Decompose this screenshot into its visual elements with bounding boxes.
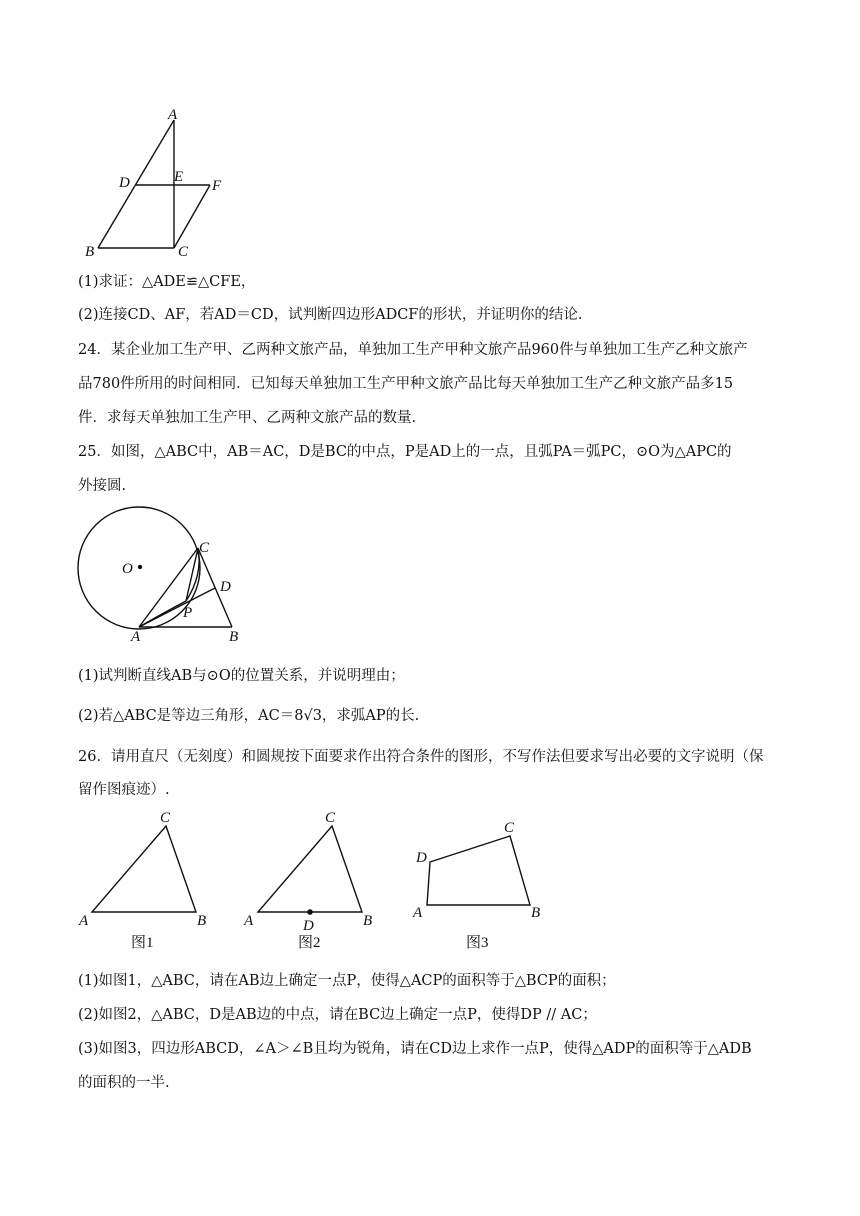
q26-line1: 26．请用直尺（无刻度）和圆规按下面要求作出符合条件的图形，不写作法但要求写出必要的文字说明（保 (78, 749, 764, 765)
fig3-label-A: A (413, 905, 423, 921)
q25-part1: (1)试判断直线AB与⊙O的位置关系，并说明理由； (78, 668, 405, 684)
figure1-triangle-ABC (92, 826, 196, 912)
figure-q25 (76, 505, 256, 650)
q26-part1: (1)如图1，△ABC，请在AB边上确定一点P，使得△ACP的面积等于△BCP的面积； (78, 973, 616, 989)
q25-line2: 外接圆. (78, 478, 127, 494)
label-A: A (131, 629, 141, 645)
label-F: F (212, 178, 222, 194)
center-point-O (138, 565, 142, 569)
label-O: O (122, 561, 133, 577)
fig3-label-B: B (531, 905, 541, 921)
figures-q26 (72, 805, 572, 957)
q26-part3-line2: 的面积的一半. (78, 1075, 170, 1091)
fig1-caption: 图1 (131, 935, 154, 951)
fig2-label-D: D (303, 918, 314, 934)
segment-AB (98, 120, 174, 248)
label-B: B (229, 629, 239, 645)
q25-part2: (2)若△ABC是等边三角形，AC＝8√3，求弧AP的长. (78, 708, 420, 724)
fig3-label-C: C (504, 820, 515, 836)
q24-line2: 品780件所用的时间相同．已知每天单独加工生产甲种文旅产品比每天单独加工生产乙种文旅产品多15 (78, 376, 734, 392)
q23-part2: (2)连接CD、AF，若AD＝CD，试判断四边形ADCF的形状，并证明你的结论. (78, 307, 583, 323)
fig2-label-A: A (244, 913, 254, 929)
label-B: B (85, 244, 95, 260)
label-P: P (183, 605, 193, 621)
q26-line2: 留作图痕迹）. (78, 782, 170, 798)
fig1-label-A: A (79, 913, 89, 929)
q26-part3-line1: (3)如图3，四边形ABCD，∠A＞∠B且均为锐角，请在CD边上求作一点P，使得△ADP的面积等于△ADB (78, 1041, 752, 1057)
figure2-triangle-ABC (258, 826, 362, 912)
fig2-caption: 图2 (298, 935, 321, 951)
label-C: C (178, 244, 189, 260)
figure3-quadrilateral-ABCD (427, 836, 530, 905)
fig1-label-C: C (160, 810, 171, 826)
label-D: D (220, 579, 231, 595)
label-C: C (199, 540, 210, 556)
segment-FC (174, 185, 210, 248)
q24-line1: 24．某企业加工生产甲、乙两种文旅产品，单独加工生产甲种文旅产品960件与单独加工生产乙种文旅产 (78, 342, 748, 358)
fig2-label-C: C (325, 810, 336, 826)
label-D: D (119, 175, 130, 191)
figure2-point-D (307, 909, 313, 915)
figure-q23 (80, 105, 240, 263)
fig3-caption: 图3 (466, 935, 489, 951)
fig1-label-B: B (197, 913, 207, 929)
label-E: E (174, 169, 184, 185)
label-A: A (168, 107, 178, 123)
q26-part2: (2)如图2，△ABC，D是AB边的中点，请在BC边上确定一点P，使得DP // AC； (78, 1007, 597, 1023)
fig2-label-B: B (363, 913, 373, 929)
q23-part1: (1)求证：△ADE≌△CFE， (78, 274, 256, 290)
fig3-label-D: D (416, 850, 427, 866)
q24-line3: 件．求每天单独加工生产甲、乙两种文旅产品的数量. (78, 410, 417, 426)
q25-line1: 25．如图，△ABC中，AB＝AC，D是BC的中点，P是AD上的一点，且弧PA＝弧PC，⊙O为△APC的 (78, 444, 732, 460)
